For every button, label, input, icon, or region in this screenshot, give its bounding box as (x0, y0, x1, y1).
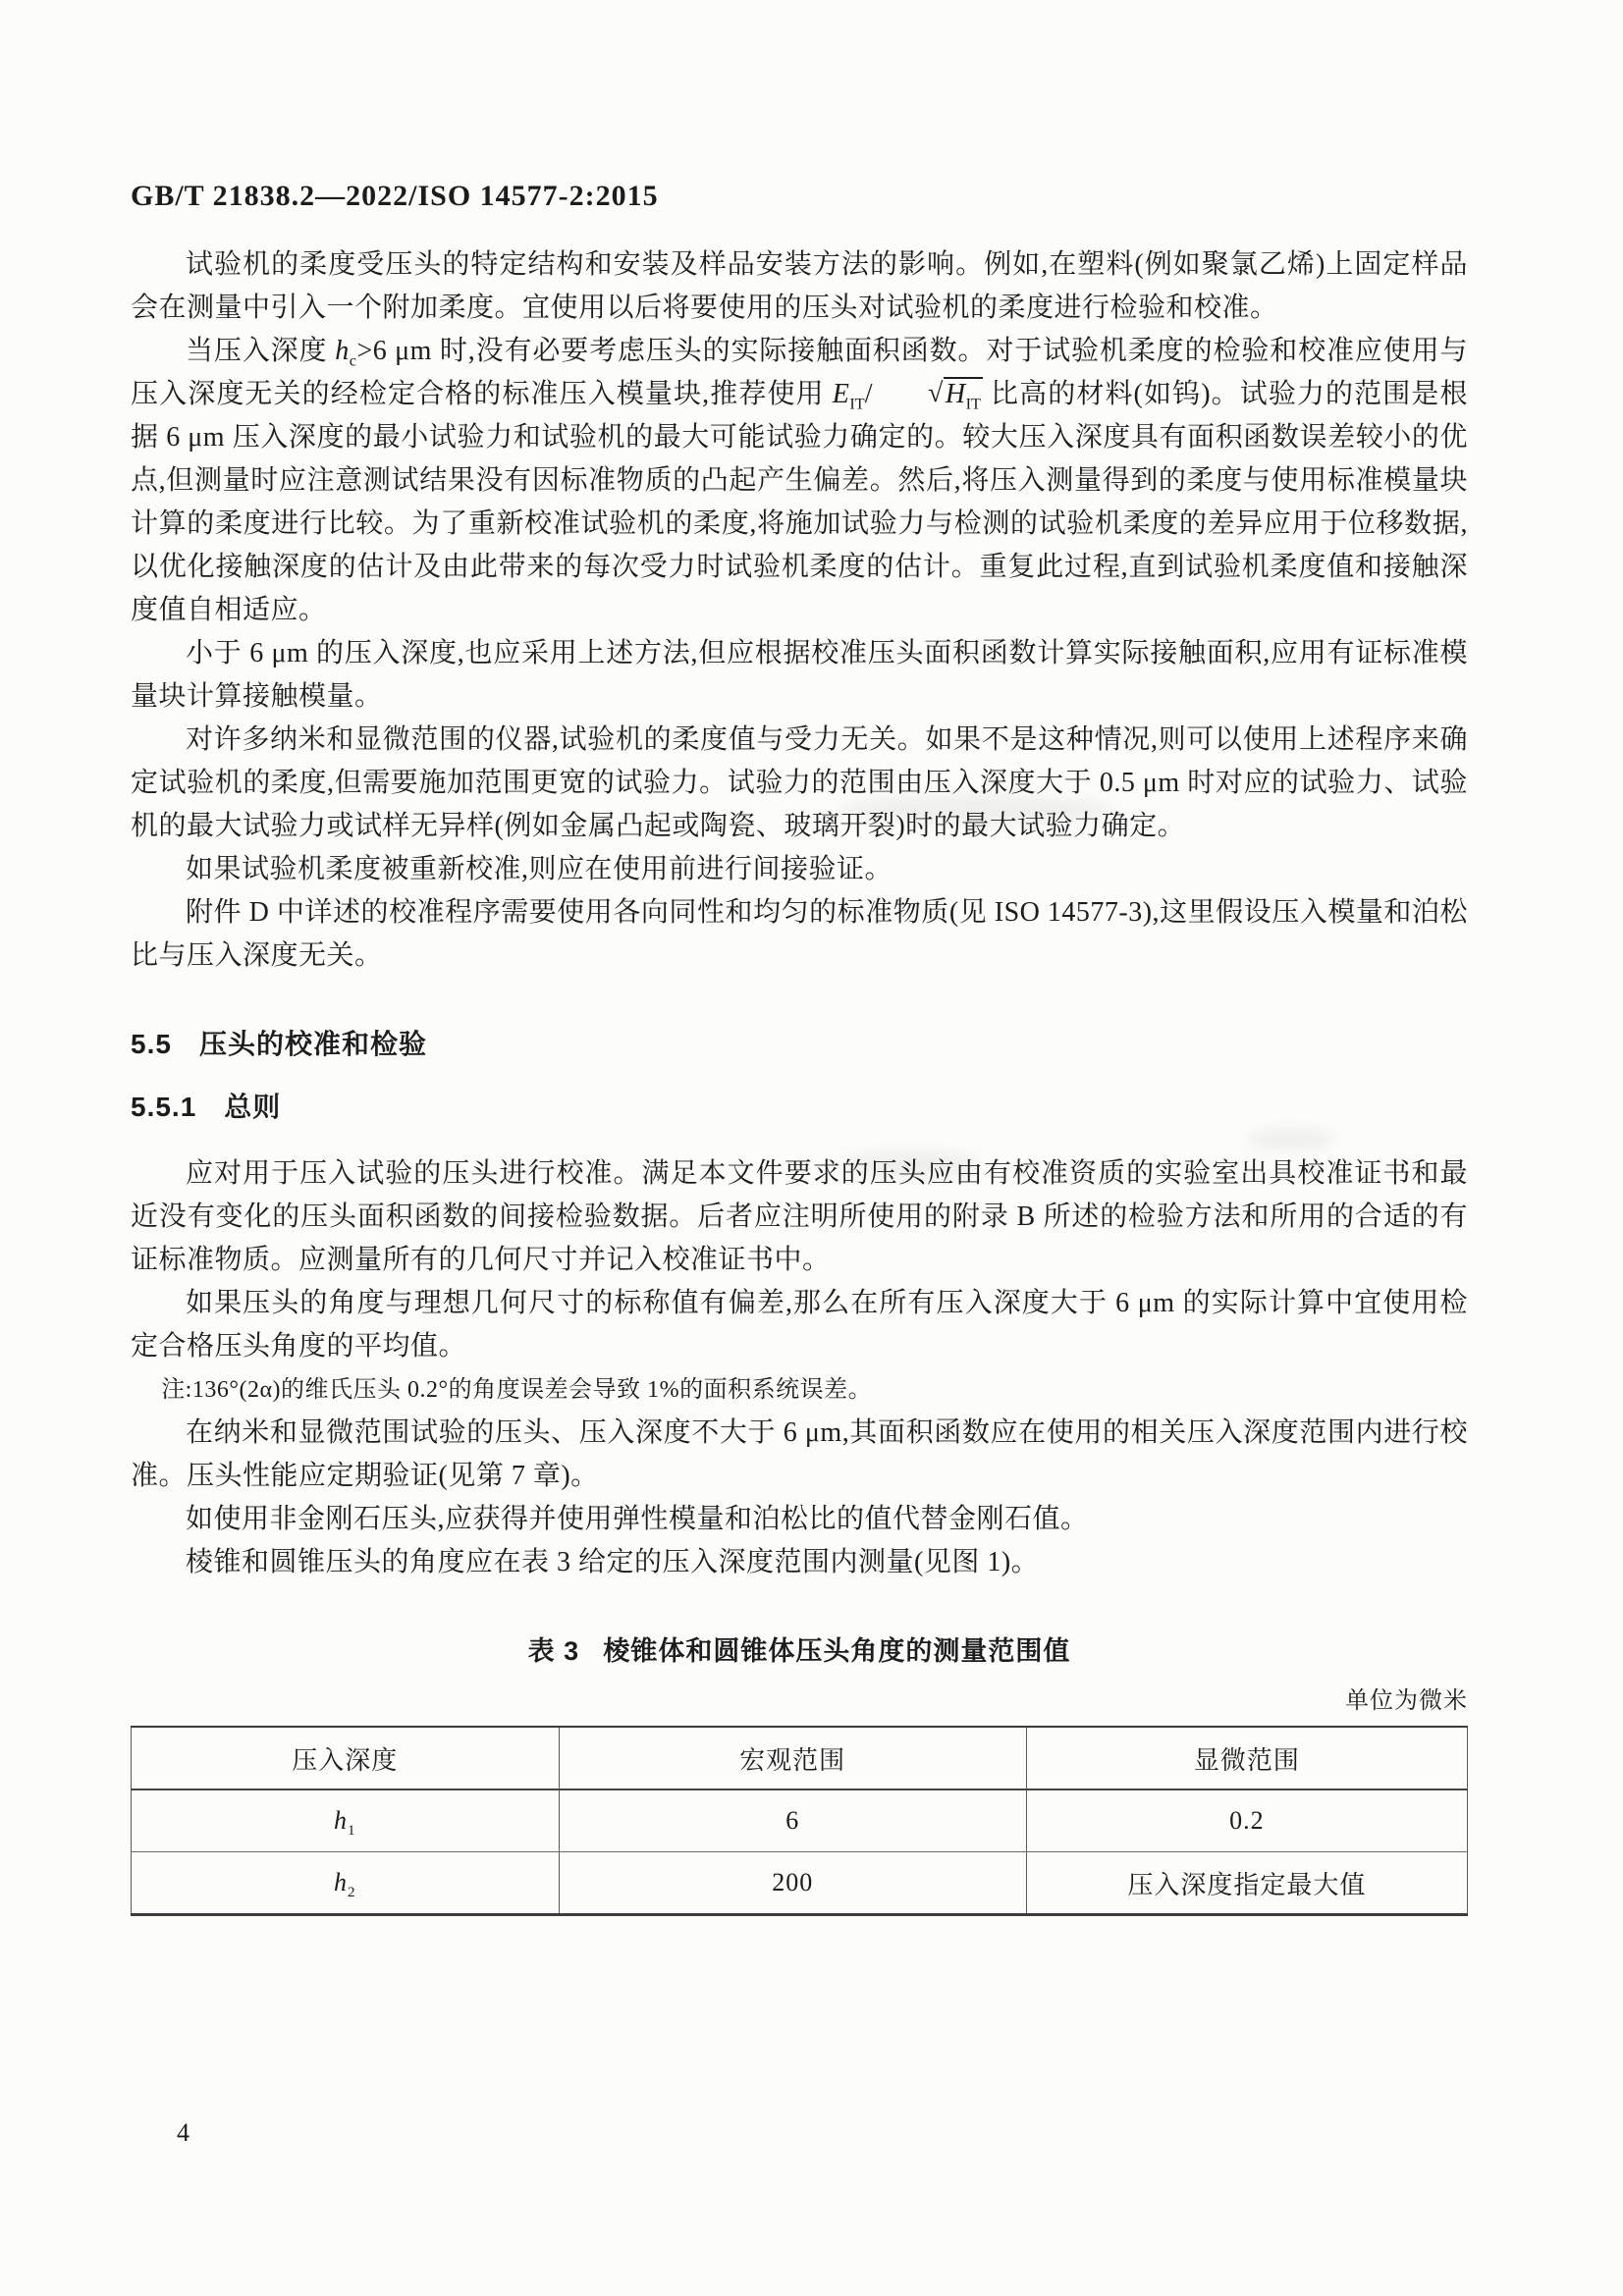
paragraph-annex-d-procedure: 附件 D 中详述的校准程序需要使用各向同性和均匀的标准物质(见 ISO 14577-3),这里假设压入模量和泊松比与压入深度无关。 (131, 897, 1468, 971)
cell-micro-value: 压入深度指定最大值 (1026, 1852, 1467, 1915)
paragraph-depth-over-6um (131, 330, 1468, 632)
section-title: 总则 (224, 1092, 282, 1122)
paragraph-pyramid-cone-angle: 棱锥和圆锥压头的角度应在表 3 给定的压入深度范围内测量(见图 1)。 (186, 1547, 1040, 1577)
variable-H: H (945, 379, 966, 409)
variable-h: h (335, 336, 350, 366)
section-5-5-1-heading (131, 1086, 1468, 1129)
section-5-5-heading (131, 1023, 1468, 1066)
text-run: 当压入深度 (186, 336, 336, 366)
table-3-caption (131, 1629, 1468, 1673)
table-caption-number: 表 3 (527, 1636, 580, 1666)
cell-macro-value: 6 (559, 1789, 1026, 1852)
column-header-indentation-depth: 压入深度 (132, 1727, 560, 1789)
standard-number-header: GB/T 21838.2—2022/ISO 14577-2:2015 (131, 180, 659, 212)
section-number: 5.5.1 (131, 1092, 197, 1122)
table-caption-title: 棱锥体和圆锥体压头角度的测量范围值 (603, 1636, 1071, 1666)
text-run: >6 μm 时,没有必要考虑压头的实际接触面积函数。对于试验机柔度的检验和校准应使用与压入深度无关的经检定合格的标准压入模量块,推荐使用 (131, 336, 1468, 409)
text-run: 比高的材料(如钨)。试验力的范围是根据 6 μm 压入深度的最小试验力和试验机的最大可能试验力确定的。较大压入深度具有面积函数误差较小的优点,但测量时应注意测试结果没有因标准物质的凸起产生偏差。然后,将压入测量得到的柔度与使用标准模量块计算的柔度进行比较。为了重新校准试验机的柔度,将施加试验力与检测的试验机柔度的差异应用于位移数据,以优化接触深度的估计及由此带来的每次受力时试验机柔度的估计。重复此过程,直到试验机柔度值和接触深度值自相适应。 (131, 379, 1468, 625)
paragraph-nano-micro-instruments: 对许多纳米和显微范围的仪器,试验机的柔度值与受力无关。如果不是这种情况,则可以使用上述程序来确定试验机的柔度,但需要施加范围更宽的试验力。试验力的范围由压入深度大于 0.5 μm 时对应的试验力、试验机的最大试验力或试样无异样(例如金属凸起或陶瓷、玻璃开裂)时的最大试验力确定。 (131, 724, 1468, 841)
note-vickers-angle-error: 注:136°(2α)的维氏压头 0.2°的角度误差会导致 1%的面积系统误差。 (161, 1377, 873, 1403)
cell-depth-symbol (132, 1789, 560, 1852)
formula-eit-over-sqrt-hit (832, 378, 983, 413)
table-unit-label: 单位为微米 (1345, 1688, 1468, 1714)
page-number: 4 (177, 2118, 189, 2147)
column-header-micro-range: 显微范围 (1026, 1727, 1467, 1789)
page-content (131, 243, 1468, 1916)
subscript-IT: IT (965, 395, 981, 413)
variable-h: h (333, 1806, 348, 1835)
subscript-c: c (349, 351, 357, 370)
variable-h: h (333, 1868, 348, 1896)
table-3 (131, 1726, 1468, 1916)
column-header-macro-range: 宏观范围 (559, 1727, 1026, 1789)
paragraph-depth-under-6um: 小于 6 μm 的压入深度,也应采用上述方法,但应根据校准压头面积函数计算实际接触面积,应用有证标准模量块计算接触模量。 (131, 638, 1468, 712)
paragraph-non-diamond-indenter: 如使用非金刚石压头,应获得并使用弹性模量和泊松比的值代替金刚石值。 (186, 1504, 1089, 1534)
fraction-slash: / (864, 379, 873, 409)
paragraph-recalibration-verification: 如果试验机柔度被重新校准,则应在使用前进行间接验证。 (186, 854, 893, 884)
table-row-h1 (132, 1789, 1468, 1852)
table-row-h2 (132, 1852, 1468, 1915)
cell-depth-symbol (132, 1852, 560, 1915)
subscript-IT: IT (849, 395, 865, 413)
variable-E: E (832, 379, 850, 409)
radicand (944, 377, 983, 413)
cell-macro-value: 200 (559, 1852, 1026, 1915)
section-number: 5.5 (131, 1029, 172, 1059)
table-header-row (132, 1727, 1468, 1789)
paragraph-indenter-calibration: 应对用于压入试验的压头进行校准。满足本文件要求的压头应由有校准资质的实验室出具校准证书和最近没有变化的压头面积函数的间接检验数据。后者应注明所使用的附录 B 所述的检验方法和所用的合适的有证标准物质。应测量所有的几何尺寸并记入校准证书中。 (131, 1158, 1468, 1275)
square-root-sign: √ (927, 378, 944, 408)
paragraph-machine-compliance-intro: 试验机的柔度受压头的特定结构和安装及样品安装方法的影响。例如,在塑料(例如聚氯乙烯)上固定样品会在测量中引入一个附加柔度。宜使用以后将要使用的压头对试验机的柔度进行检验和校准。 (131, 249, 1468, 323)
section-title: 压头的校准和检验 (198, 1029, 427, 1059)
subscript-2: 2 (347, 1885, 356, 1901)
subscript-1: 1 (347, 1823, 356, 1840)
paragraph-indenter-angle-deviation: 如果压头的角度与理想几何尺寸的标称值有偏差,那么在所有压入深度大于 6 μm 的实际计算中宜使用检定合格压头角度的平均值。 (131, 1288, 1468, 1362)
cell-micro-value: 0.2 (1026, 1789, 1467, 1852)
paragraph-nano-micro-indenter-range: 在纳米和显微范围试验的压头、压入深度不大于 6 μm,其面积函数应在使用的相关压入深度范围内进行校准。压头性能应定期验证(见第 7 章)。 (131, 1417, 1468, 1491)
